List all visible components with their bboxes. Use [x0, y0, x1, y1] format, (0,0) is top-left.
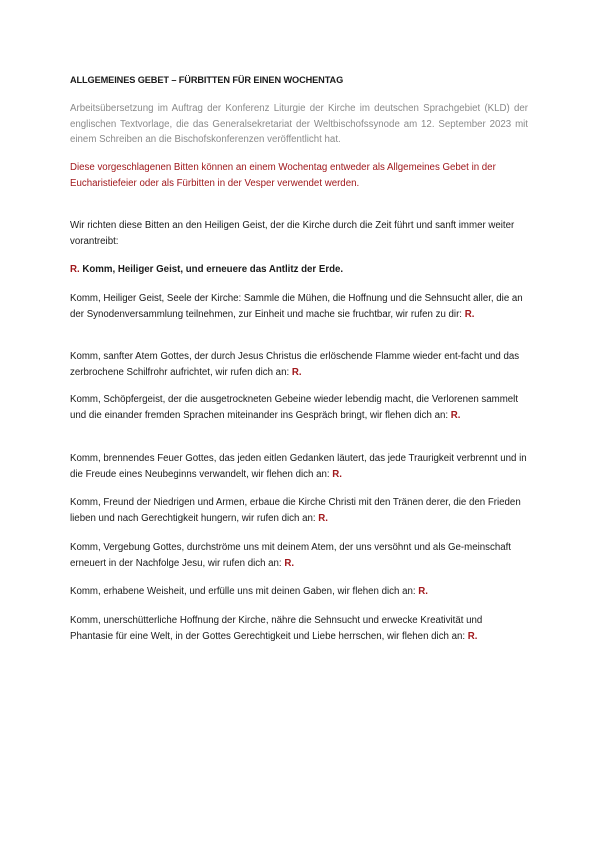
- response-marker: R.: [291, 366, 302, 378]
- petition-text: Komm, Schöpfergeist, der die ausgetrockneten Gebeine wieder lebendig macht, die Verlorenen sammelt und die einander fremden Sprachen miteinander ins Gespräch bringt, wir flehen dich an:: [70, 394, 519, 421]
- petition-2: [70, 349, 528, 380]
- response-marker: R.: [284, 557, 295, 569]
- response-marker: R.: [467, 630, 478, 642]
- response-marker: R.: [464, 308, 475, 320]
- invitation-paragraph: Wir richten diese Bitten an den Heiligen Geist, der die Kirche durch die Zeit führt und sanft immer weiter vorantreibt:: [70, 220, 515, 247]
- petition-6: [70, 540, 528, 571]
- petition-text: Komm, brennendes Feuer Gottes, das jeden eitlen Gedanken läutert, das jede Traurigkeit verbrennt und in die Freude eines Neubeginns verwandelt, wir flehen dich an:: [70, 453, 527, 480]
- response-marker: R.: [418, 586, 428, 597]
- petition-text: Komm, erhabene Weisheit, und erfülle uns mit deinen Gaben, wir flehen dich an:: [70, 586, 416, 597]
- petition-5: [70, 495, 528, 526]
- intro-paragraph: Arbeitsübersetzung im Auftrag der Konferenz Liturgie der Kirche im deutschen Sprachgebiet (KLD) der englischen Textvorlage, die das Generalsekretariat der Weltbischofssynode am 12. September 2023 mit einem Schreiben an die Bischofskonferenzen veröffentlicht hat.: [70, 103, 528, 146]
- petition-text: Komm, Vergebung Gottes, durchströme uns mit deinem Atem, der uns versöhnt und als Ge-meinschaft erneuert in der Nachfolge Jesu, wir rufen dich an:: [70, 542, 511, 569]
- petition-1: [70, 291, 528, 322]
- petition-text: Komm, unerschütterliche Hoffnung der Kirche, nähre die Sehnsucht und erwecke Kreativität und Phantasie für eine Welt, in der Gottes Gerechtigkeit und Liebe herrschen, wir flehen dich an:: [70, 615, 483, 642]
- petition-4: [70, 451, 528, 482]
- petition-text: Komm, Heiliger Geist, Seele der Kirche: Sammle die Mühen, die Hoffnung und die Sehnsucht aller, die an der Synodenversammlung teilnehmen, zur Einheit und mache sie fruchtbar, wir rufen zu dir:: [70, 293, 523, 320]
- petition-8: [70, 613, 528, 644]
- petition-3: [70, 392, 528, 423]
- response-marker: R.: [70, 264, 80, 275]
- petition-text: Komm, sanfter Atem Gottes, der durch Jesus Christus die erlöschende Flamme wieder ent-facht und das zerbrochene Schilfrohr aufrichtet, wir rufen dich an:: [70, 351, 520, 378]
- response-line: [70, 262, 528, 278]
- response-marker: R.: [332, 468, 342, 480]
- petition-text: Komm, Freund der Niedrigen und Armen, erbaue die Kirche Christi mit den Tränen derer, die den Frieden lieben und nach Gerechtigkeit hungern, wir rufen dich an:: [70, 497, 521, 524]
- petition-7: [70, 584, 528, 600]
- response-marker: R.: [318, 512, 328, 524]
- response-marker: R.: [450, 409, 461, 421]
- response-text: Komm, Heiliger Geist, und erneuere das Antlitz der Erde.: [82, 264, 344, 275]
- usage-note: Diese vorgeschlagenen Bitten können an einem Wochentag entweder als Allgemeines Gebet in der Eucharistiefeier oder als Fürbitten in der Vesper verwendet werden.: [70, 162, 496, 189]
- document-title: ALLGEMEINES GEBET – FÜRBITTEN FÜR EINEN WOCHENTAG: [70, 75, 344, 85]
